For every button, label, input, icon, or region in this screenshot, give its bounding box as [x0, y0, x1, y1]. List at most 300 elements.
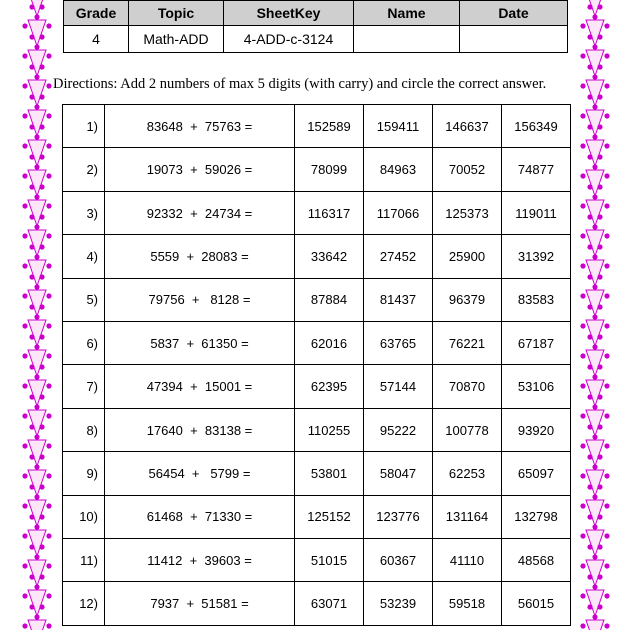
info-value-row [64, 26, 568, 53]
problem-number: 3) [63, 191, 105, 234]
border-dot-shape [597, 424, 602, 429]
border-dot-shape [34, 224, 39, 229]
answer-choice[interactable]: 25900 [433, 235, 502, 278]
border-dot-shape [604, 83, 609, 88]
border-dot-shape [46, 353, 51, 358]
border-dot-shape [597, 274, 602, 279]
border-triangle-shape [28, 530, 46, 556]
problem-row [63, 582, 571, 626]
border-dot-shape [34, 584, 39, 589]
border-dot-shape [592, 254, 597, 259]
answer-choice[interactable]: 62253 [433, 452, 502, 495]
border-triangle-shape [586, 110, 604, 136]
answer-choice[interactable]: 83583 [502, 278, 571, 321]
border-dot-shape [604, 623, 609, 628]
problem-row [63, 408, 571, 451]
answer-choice[interactable]: 65097 [502, 452, 571, 495]
border-triangle-shape [586, 440, 604, 466]
border-dot-shape [604, 23, 609, 28]
border-triangle-shape [586, 80, 604, 106]
date-field[interactable] [460, 26, 568, 53]
border-dot-shape [29, 604, 34, 609]
border-triangle-shape [28, 500, 46, 526]
border-dot-shape [604, 413, 609, 418]
border-dot-shape [592, 404, 597, 409]
problem-row [63, 322, 571, 365]
border-triangle-shape [586, 410, 604, 436]
answer-choice[interactable]: 116317 [295, 191, 364, 234]
answer-choice[interactable]: 132798 [502, 495, 571, 538]
border-dot-shape [587, 334, 592, 339]
border-triangle-shape [586, 320, 604, 346]
border-dot-shape [604, 173, 609, 178]
border-triangle-shape [586, 590, 604, 616]
border-dot-shape [587, 214, 592, 219]
border-triangle-shape [28, 170, 46, 196]
problem-expression: 79756 + 8128 = [105, 278, 295, 321]
answer-choice[interactable]: 70870 [433, 365, 502, 408]
answer-choice[interactable]: 57144 [364, 365, 433, 408]
answer-choice[interactable]: 53106 [502, 365, 571, 408]
answer-choice[interactable]: 125152 [295, 495, 364, 538]
border-dot-shape [29, 364, 34, 369]
problem-row [63, 278, 571, 321]
border-dot-shape [29, 154, 34, 159]
answer-choice[interactable]: 33642 [295, 235, 364, 278]
border-dot-shape [580, 593, 585, 598]
border-dot-shape [592, 224, 597, 229]
border-dot-shape [604, 323, 609, 328]
border-dot-shape [22, 83, 27, 88]
answer-choice[interactable]: 67187 [502, 322, 571, 365]
border-triangle-shape [28, 620, 46, 630]
border-dot-shape [604, 533, 609, 538]
problem-expression: 83648 + 75763 = [105, 105, 295, 148]
border-dot-shape [22, 503, 27, 508]
border-triangle-shape [586, 50, 604, 76]
border-dot-shape [39, 214, 44, 219]
border-dot-shape [46, 293, 51, 298]
border-dot-shape [604, 353, 609, 358]
border-triangle-shape [28, 470, 46, 496]
grade-header: Grade [64, 1, 129, 26]
border-dot-shape [46, 473, 51, 478]
border-triangle-shape [28, 110, 46, 136]
border-dot-shape [46, 323, 51, 328]
border-triangle-shape [28, 350, 46, 376]
name-header: Name [354, 1, 460, 26]
border-dot-shape [22, 143, 27, 148]
answer-choice[interactable]: 96379 [433, 278, 502, 321]
border-dot-shape [34, 284, 39, 289]
border-dot-shape [22, 353, 27, 358]
border-dot-shape [587, 34, 592, 39]
border-dot-shape [22, 563, 27, 568]
border-triangle-shape [28, 50, 46, 76]
answer-choice[interactable]: 51015 [295, 539, 364, 582]
border-dot-shape [34, 344, 39, 349]
border-dot-shape [592, 374, 597, 379]
border-dot-shape [587, 484, 592, 489]
border-dot-shape [587, 184, 592, 189]
border-triangle-shape [586, 140, 604, 166]
border-dot-shape [22, 593, 27, 598]
border-dot-shape [39, 364, 44, 369]
answer-choice[interactable]: 56015 [502, 582, 571, 626]
border-dot-shape [597, 214, 602, 219]
border-dot-shape [46, 503, 51, 508]
border-dot-shape [604, 293, 609, 298]
border-dot-shape [580, 293, 585, 298]
border-dot-shape [592, 464, 597, 469]
border-dot-shape [587, 4, 592, 9]
answer-choice[interactable]: 156349 [502, 105, 571, 148]
border-dot-shape [22, 263, 27, 268]
border-dot-shape [46, 533, 51, 538]
answer-choice[interactable]: 60367 [364, 539, 433, 582]
problem-expression: 19073 + 59026 = [105, 148, 295, 191]
problem-number: 9) [63, 452, 105, 495]
border-dot-shape [580, 443, 585, 448]
border-triangle-shape [586, 170, 604, 196]
date-header: Date [460, 1, 568, 26]
answer-choice[interactable]: 53239 [364, 582, 433, 626]
border-dot-shape [597, 4, 602, 9]
border-dot-shape [580, 503, 585, 508]
border-dot-shape [597, 244, 602, 249]
border-dot-shape [580, 203, 585, 208]
border-dot-shape [29, 274, 34, 279]
answer-choice[interactable]: 76221 [433, 322, 502, 365]
border-dot-shape [29, 124, 34, 129]
problem-row [63, 148, 571, 191]
border-dot-shape [597, 124, 602, 129]
border-dot-shape [39, 484, 44, 489]
border-dot-shape [580, 173, 585, 178]
problem-expression: 56454 + 5799 = [105, 452, 295, 495]
answer-choice[interactable]: 70052 [433, 148, 502, 191]
answer-choice[interactable]: 59518 [433, 582, 502, 626]
problem-row [63, 452, 571, 495]
border-dot-shape [29, 4, 34, 9]
border-dot-shape [22, 233, 27, 238]
border-dot-shape [46, 203, 51, 208]
border-dot-shape [597, 304, 602, 309]
border-dot-shape [39, 124, 44, 129]
border-triangle-shape [28, 230, 46, 256]
border-dot-shape [34, 374, 39, 379]
border-dot-shape [580, 473, 585, 478]
answer-choice[interactable]: 48568 [502, 539, 571, 582]
border-dot-shape [597, 394, 602, 399]
answer-choice[interactable]: 81437 [364, 278, 433, 321]
border-dot-shape [34, 134, 39, 139]
border-dot-shape [39, 334, 44, 339]
border-dot-shape [34, 614, 39, 619]
border-dot-shape [587, 604, 592, 609]
problem-expression: 47394 + 15001 = [105, 365, 295, 408]
border-dot-shape [604, 443, 609, 448]
border-dot-shape [34, 524, 39, 529]
border-dot-shape [597, 94, 602, 99]
border-dot-shape [46, 263, 51, 268]
border-dot-shape [597, 64, 602, 69]
border-dot-shape [29, 94, 34, 99]
border-dot-shape [592, 14, 597, 19]
border-dot-shape [39, 94, 44, 99]
problem-expression: 5837 + 61350 = [105, 322, 295, 365]
border-dot-shape [597, 484, 602, 489]
answer-choice[interactable]: 63071 [295, 582, 364, 626]
border-dot-shape [29, 454, 34, 459]
border-dot-shape [46, 53, 51, 58]
border-triangle-shape [586, 260, 604, 286]
border-dot-shape [587, 94, 592, 99]
problems-table [62, 104, 571, 626]
border-dot-shape [597, 364, 602, 369]
border-dot-shape [587, 574, 592, 579]
answer-choice[interactable]: 93920 [502, 408, 571, 451]
border-dot-shape [587, 394, 592, 399]
border-dot-shape [580, 353, 585, 358]
problem-number: 5) [63, 278, 105, 321]
border-dot-shape [46, 623, 51, 628]
border-dot-shape [29, 424, 34, 429]
border-dot-shape [39, 604, 44, 609]
border-dot-shape [22, 293, 27, 298]
border-dot-shape [39, 574, 44, 579]
border-dot-shape [604, 143, 609, 148]
border-dot-shape [22, 623, 27, 628]
border-triangle-shape [586, 230, 604, 256]
answer-choice[interactable]: 41110 [433, 539, 502, 582]
border-dot-shape [22, 323, 27, 328]
border-dot-shape [604, 593, 609, 598]
border-dot-shape [46, 443, 51, 448]
border-dot-shape [46, 233, 51, 238]
answer-choice[interactable]: 110255 [295, 408, 364, 451]
border-dot-shape [604, 263, 609, 268]
answer-choice[interactable]: 62395 [295, 365, 364, 408]
border-dot-shape [29, 184, 34, 189]
problem-number: 4) [63, 235, 105, 278]
problem-number: 1) [63, 105, 105, 148]
border-dot-shape [604, 563, 609, 568]
border-dot-shape [29, 484, 34, 489]
sheetkey-header: SheetKey [224, 1, 354, 26]
answer-choice[interactable]: 131164 [433, 495, 502, 538]
border-dot-shape [22, 413, 27, 418]
border-dot-shape [34, 494, 39, 499]
border-dot-shape [34, 44, 39, 49]
border-dot-shape [587, 64, 592, 69]
problem-number: 6) [63, 322, 105, 365]
border-dot-shape [597, 514, 602, 519]
border-triangle-shape [28, 410, 46, 436]
answer-choice[interactable]: 87884 [295, 278, 364, 321]
border-dot-shape [580, 53, 585, 58]
border-dot-shape [592, 194, 597, 199]
sheetkey-value: 4-ADD-c-3124 [224, 26, 354, 53]
border-triangle-shape [586, 470, 604, 496]
border-dot-shape [22, 53, 27, 58]
border-dot-shape [580, 323, 585, 328]
border-triangle-shape [28, 590, 46, 616]
border-dot-shape [597, 34, 602, 39]
border-dot-shape [22, 383, 27, 388]
border-triangle-shape [28, 80, 46, 106]
border-dot-shape [22, 173, 27, 178]
border-dot-shape [34, 104, 39, 109]
problem-number: 12) [63, 582, 105, 626]
answer-choice[interactable]: 53801 [295, 452, 364, 495]
border-dot-shape [592, 524, 597, 529]
answer-choice[interactable]: 74877 [502, 148, 571, 191]
answer-choice[interactable]: 27452 [364, 235, 433, 278]
border-dot-shape [580, 563, 585, 568]
border-dot-shape [39, 544, 44, 549]
border-dot-shape [592, 614, 597, 619]
border-dot-shape [587, 124, 592, 129]
border-triangle-shape [586, 530, 604, 556]
border-triangle-shape [586, 20, 604, 46]
border-dot-shape [580, 533, 585, 538]
topic-header: Topic [129, 1, 224, 26]
answer-choice[interactable]: 31392 [502, 235, 571, 278]
problem-row [63, 105, 571, 148]
border-dot-shape [46, 173, 51, 178]
border-dot-shape [29, 514, 34, 519]
answer-choice[interactable]: 152589 [295, 105, 364, 148]
problem-row [63, 539, 571, 582]
border-triangle-shape [586, 500, 604, 526]
border-dot-shape [39, 64, 44, 69]
border-dot-shape [604, 233, 609, 238]
border-dot-shape [29, 334, 34, 339]
answer-choice[interactable]: 159411 [364, 105, 433, 148]
border-dot-shape [580, 263, 585, 268]
border-dot-shape [29, 244, 34, 249]
border-dot-shape [22, 473, 27, 478]
border-dot-shape [34, 434, 39, 439]
border-dot-shape [587, 154, 592, 159]
problem-expression: 61468 + 71330 = [105, 495, 295, 538]
border-dot-shape [39, 274, 44, 279]
border-triangle-shape [586, 380, 604, 406]
problem-expression: 5559 + 28083 = [105, 235, 295, 278]
problem-expression: 17640 + 83138 = [105, 408, 295, 451]
border-dot-shape [46, 593, 51, 598]
answer-choice[interactable]: 62016 [295, 322, 364, 365]
border-dot-shape [587, 544, 592, 549]
border-triangle-shape [586, 200, 604, 226]
border-dot-shape [597, 454, 602, 459]
border-dot-shape [592, 584, 597, 589]
answer-choice[interactable]: 100778 [433, 408, 502, 451]
border-dot-shape [34, 74, 39, 79]
border-triangle-shape [28, 200, 46, 226]
answer-choice[interactable]: 95222 [364, 408, 433, 451]
border-dot-shape [29, 544, 34, 549]
border-triangle-shape [586, 290, 604, 316]
border-dot-shape [46, 563, 51, 568]
border-dot-shape [22, 203, 27, 208]
border-dot-shape [22, 23, 27, 28]
problem-row [63, 191, 571, 234]
border-dot-shape [46, 143, 51, 148]
answer-choice[interactable]: 63765 [364, 322, 433, 365]
problem-number: 11) [63, 539, 105, 582]
border-dot-shape [597, 184, 602, 189]
name-field[interactable] [354, 26, 460, 53]
border-dot-shape [39, 184, 44, 189]
border-dot-shape [46, 83, 51, 88]
border-dot-shape [604, 113, 609, 118]
answer-choice[interactable]: 78099 [295, 148, 364, 191]
border-dot-shape [587, 514, 592, 519]
problem-row [63, 365, 571, 408]
answer-choice[interactable]: 117066 [364, 191, 433, 234]
border-dot-shape [587, 304, 592, 309]
answer-choice[interactable]: 84963 [364, 148, 433, 191]
border-dot-shape [597, 544, 602, 549]
border-dot-shape [39, 4, 44, 9]
border-dot-shape [580, 143, 585, 148]
border-dot-shape [580, 23, 585, 28]
border-dot-shape [39, 394, 44, 399]
border-dot-shape [604, 383, 609, 388]
border-dot-shape [39, 244, 44, 249]
border-dot-shape [580, 83, 585, 88]
border-dot-shape [592, 44, 597, 49]
border-dot-shape [592, 434, 597, 439]
border-dot-shape [597, 574, 602, 579]
border-dot-shape [592, 554, 597, 559]
border-dot-shape [34, 404, 39, 409]
border-dot-shape [46, 23, 51, 28]
border-dot-shape [580, 113, 585, 118]
answer-choice[interactable]: 146637 [433, 105, 502, 148]
border-dot-shape [604, 53, 609, 58]
border-dot-shape [592, 74, 597, 79]
border-triangle-shape [28, 440, 46, 466]
border-triangle-shape [28, 380, 46, 406]
problem-expression: 92332 + 24734 = [105, 191, 295, 234]
border-dot-shape [592, 494, 597, 499]
problem-expression: 7937 + 51581 = [105, 582, 295, 626]
answer-choice[interactable]: 58047 [364, 452, 433, 495]
border-triangle-shape [28, 20, 46, 46]
grade-value: 4 [64, 26, 129, 53]
decorative-border-left [20, 0, 54, 630]
answer-choice[interactable]: 119011 [502, 191, 571, 234]
border-dot-shape [580, 383, 585, 388]
border-dot-shape [604, 203, 609, 208]
problem-number: 2) [63, 148, 105, 191]
border-dot-shape [46, 383, 51, 388]
border-dot-shape [39, 424, 44, 429]
border-dot-shape [46, 113, 51, 118]
border-dot-shape [592, 134, 597, 139]
border-dot-shape [34, 14, 39, 19]
border-triangle-shape [28, 260, 46, 286]
answer-choice[interactable]: 125373 [433, 191, 502, 234]
problem-row [63, 495, 571, 538]
answer-choice[interactable]: 123776 [364, 495, 433, 538]
border-dot-shape [39, 454, 44, 459]
border-dot-shape [29, 304, 34, 309]
border-dot-shape [597, 604, 602, 609]
